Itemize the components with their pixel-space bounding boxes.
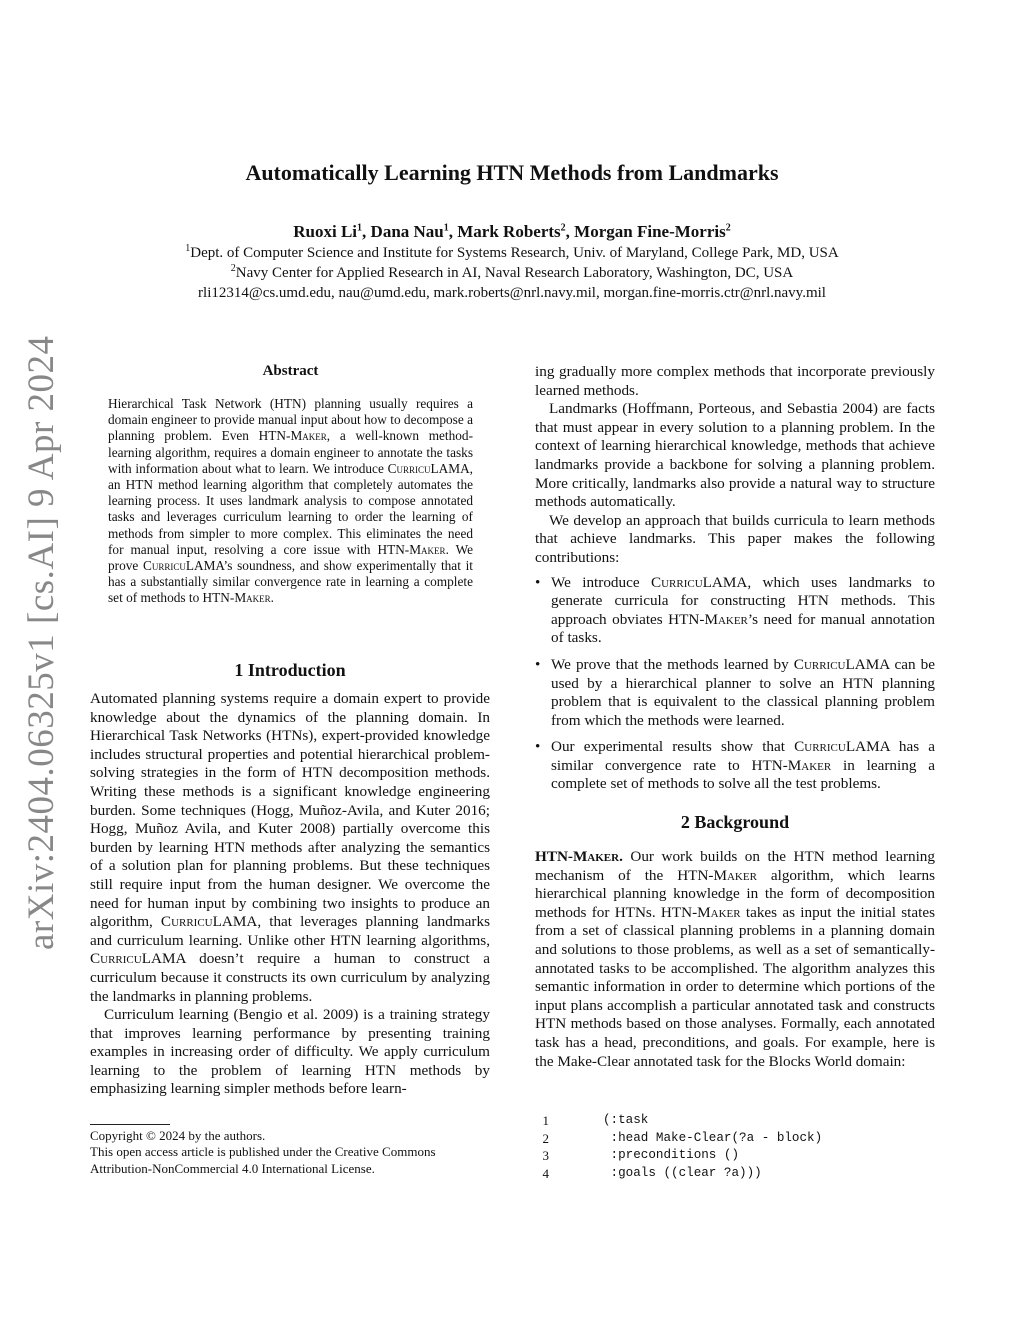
code-text: (:task — [603, 1113, 649, 1127]
affiliation-text: Navy Center for Applied Research in AI, Naval Research Laboratory, Washington, DC, USA — [235, 265, 794, 281]
code-line — [535, 1130, 935, 1148]
paragraph: HTN-Maker. Our work builds on the HTN method learning mechanism of the HTN-Maker algorithm, which learns hierarchical planning knowledge in the form of decomposition methods for HTNs. HTN-Maker takes as input the initial states from a set of classical planning problems in a planning domain and solutions to those problems, as well as a set of semantically-annotated tasks to be accomplished. The algorithm analyzes this semantic information in order to determine which portions of the input plans accomplish a particular annotated task and constructs HTN methods based on those analyses. Formally, each annotated task has a head, preconditions, and goals. For example, here is the Make-Clear annotated task for the Blocks World domain: — [535, 848, 935, 1070]
code-text: :goals ((clear ?a))) — [603, 1165, 762, 1180]
author-name: Morgan Fine-Morris — [574, 222, 726, 241]
paragraph: Curriculum learning (Bengio et al. 2009) is a training strategy that improves learning performance by presenting training examples in increasing order of difficulty. We apply curriculum learning to the problem of learning HTN methods by emphasizing learning simpler methods before learn- — [90, 1006, 490, 1098]
affiliation-2 — [0, 265, 1024, 282]
author-list: Ruoxi Li$^1$, Dana Nau$^1$, Mark Roberts$^2$, Morgan Fine-Morris$^2$ — [293, 222, 731, 241]
code-listing — [535, 1112, 935, 1182]
author-affiliation-mark: 2 — [560, 222, 566, 234]
introduction-body — [90, 690, 490, 1099]
background-body — [535, 848, 935, 1071]
affiliation-1 — [0, 245, 1024, 262]
author-emails: rli12314@cs.umd.edu, nau@umd.edu, mark.roberts@nrl.navy.mil, morgan.fine-morris.ctr@nrl.navy.mil — [198, 285, 826, 301]
affiliation-mark: 1 — [185, 243, 191, 254]
arxiv-identifier: arXiv:2404.06325v1 [cs.AI] 9 Apr 2024 — [21, 335, 62, 950]
code-line — [535, 1165, 935, 1183]
affiliation-text: Dept. of Computer Science and Institute for Systems Research, Univ. of Maryland, College Park, MD, USA — [190, 245, 839, 261]
code-line — [535, 1147, 935, 1165]
line-number: 2 — [542, 1130, 549, 1146]
copyright-footnote — [90, 1128, 500, 1177]
code-text: :head Make-Clear(?a - block) — [603, 1130, 823, 1145]
code-line — [535, 1112, 935, 1130]
section-heading-introduction: 1 Introduction — [234, 660, 346, 680]
run-in-heading: HTN-Maker. — [535, 848, 623, 865]
paragraph: Automated planning systems require a domain expert to provide knowledge about the dynamics of the planning domain. In Hierarchical Task Networks (HTNs), expert-provided knowledge includes structural properties and potential hierarchical problem-solving strategies in the form of HTN decomposition methods. Writing these methods is a significant knowledge engineering burden. Some techniques (Hogg, Muñoz-Avila, and Kuter 2016; Hogg, Muñoz Avila, and Kuter 2008) partially overcome this burden by learning HTN methods after analyzing the semantics of a solution plan for planning problems. But these techniques still require input from the human designer. We overcome the need for human input by combining two insights to produce an algorithm, CurricuLAMA, that leverages planning landmarks and curriculum learning. Unlike other HTN learning algorithms, CurricuLAMA doesn’t require a human to construct a curriculum because it constructs its own curriculum by analyzing the landmarks in planning problems. — [90, 690, 490, 1005]
abstract-heading: Abstract — [262, 363, 319, 379]
paper-title: Automatically Learning HTN Methods from Landmarks — [245, 160, 779, 185]
footnote-line: This open access article is published under the Creative Commons Attribution-NonCommercial 4.0 International License. — [90, 1144, 436, 1176]
line-number: 4 — [542, 1165, 549, 1181]
author-affiliation-mark: 2 — [725, 222, 731, 234]
list-item: • Our experimental results show that CurricuLAMA has a similar convergence rate to HTN-Maker in learning a complete set of methods to solve all the test problems. — [535, 738, 935, 794]
list-item: • We introduce CurricuLAMA, which uses landmarks to generate curricula for constructing HTN methods. This approach obviates HTN-Maker’s need for manual annotation of tasks. — [535, 574, 935, 648]
line-number: 3 — [542, 1148, 549, 1164]
paragraph: Landmarks (Hoffmann, Porteous, and Sebastia 2004) are facts that must appear in every solution to a planning problem. In the context of learning hierarchical knowledge, methods that achieve landmarks provide a backbone for solving a planning problem. More critically, landmarks also provide a natural way to structure methods automatically. — [535, 400, 935, 511]
line-number: 1 — [542, 1113, 549, 1128]
author-name: Ruoxi Li — [293, 222, 358, 241]
right-column-body — [535, 363, 935, 802]
author-affiliation-mark: 1 — [443, 222, 449, 234]
paragraph: ing gradually more complex methods that incorporate previously learned methods. — [535, 363, 935, 399]
footnote-line: Copyright © 2024 by the authors. — [90, 1128, 266, 1143]
author-name: Mark Roberts — [457, 222, 561, 241]
code-text: :preconditions () — [603, 1148, 740, 1163]
paragraph: We develop an approach that builds curricula to learn methods that achieve landmarks. This paper makes the following contributions: — [535, 511, 935, 566]
section-heading-background: 2 Background — [680, 812, 790, 832]
contributions-list — [535, 574, 935, 795]
abstract-body: Hierarchical Task Network (HTN) planning usually requires a domain engineer to provide manual input about how to decompose a planning problem. Even HTN-Maker, a well-known method-learning algorithm, requires a domain engineer to annotate the tasks with information about what to learn. We introduce CurricuLAMA, an HTN method learning algorithm that completely automates the learning process. It uses landmark analysis to compose annotated tasks and leverages curriculum learning to order the learning of methods from simpler to more complex. This eliminates the need for manual input, resolving a core issue with HTN-Maker. We prove CurricuLAMA’s soundness, and show experimentally that it has a substantially similar convergence rate in learning a complete set of methods to HTN-Maker. — [108, 396, 474, 606]
affiliation-mark: 2 — [230, 263, 236, 274]
footnote-rule — [90, 1124, 170, 1125]
author-affiliation-mark: 1 — [357, 222, 363, 234]
author-name: Dana Nau — [370, 222, 444, 241]
list-item: • We prove that the methods learned by CurricuLAMA can be used by a hierarchical planner to solve an HTN planning problem that is equivalent to the classical planning problem from which the methods were learned. — [535, 656, 935, 730]
